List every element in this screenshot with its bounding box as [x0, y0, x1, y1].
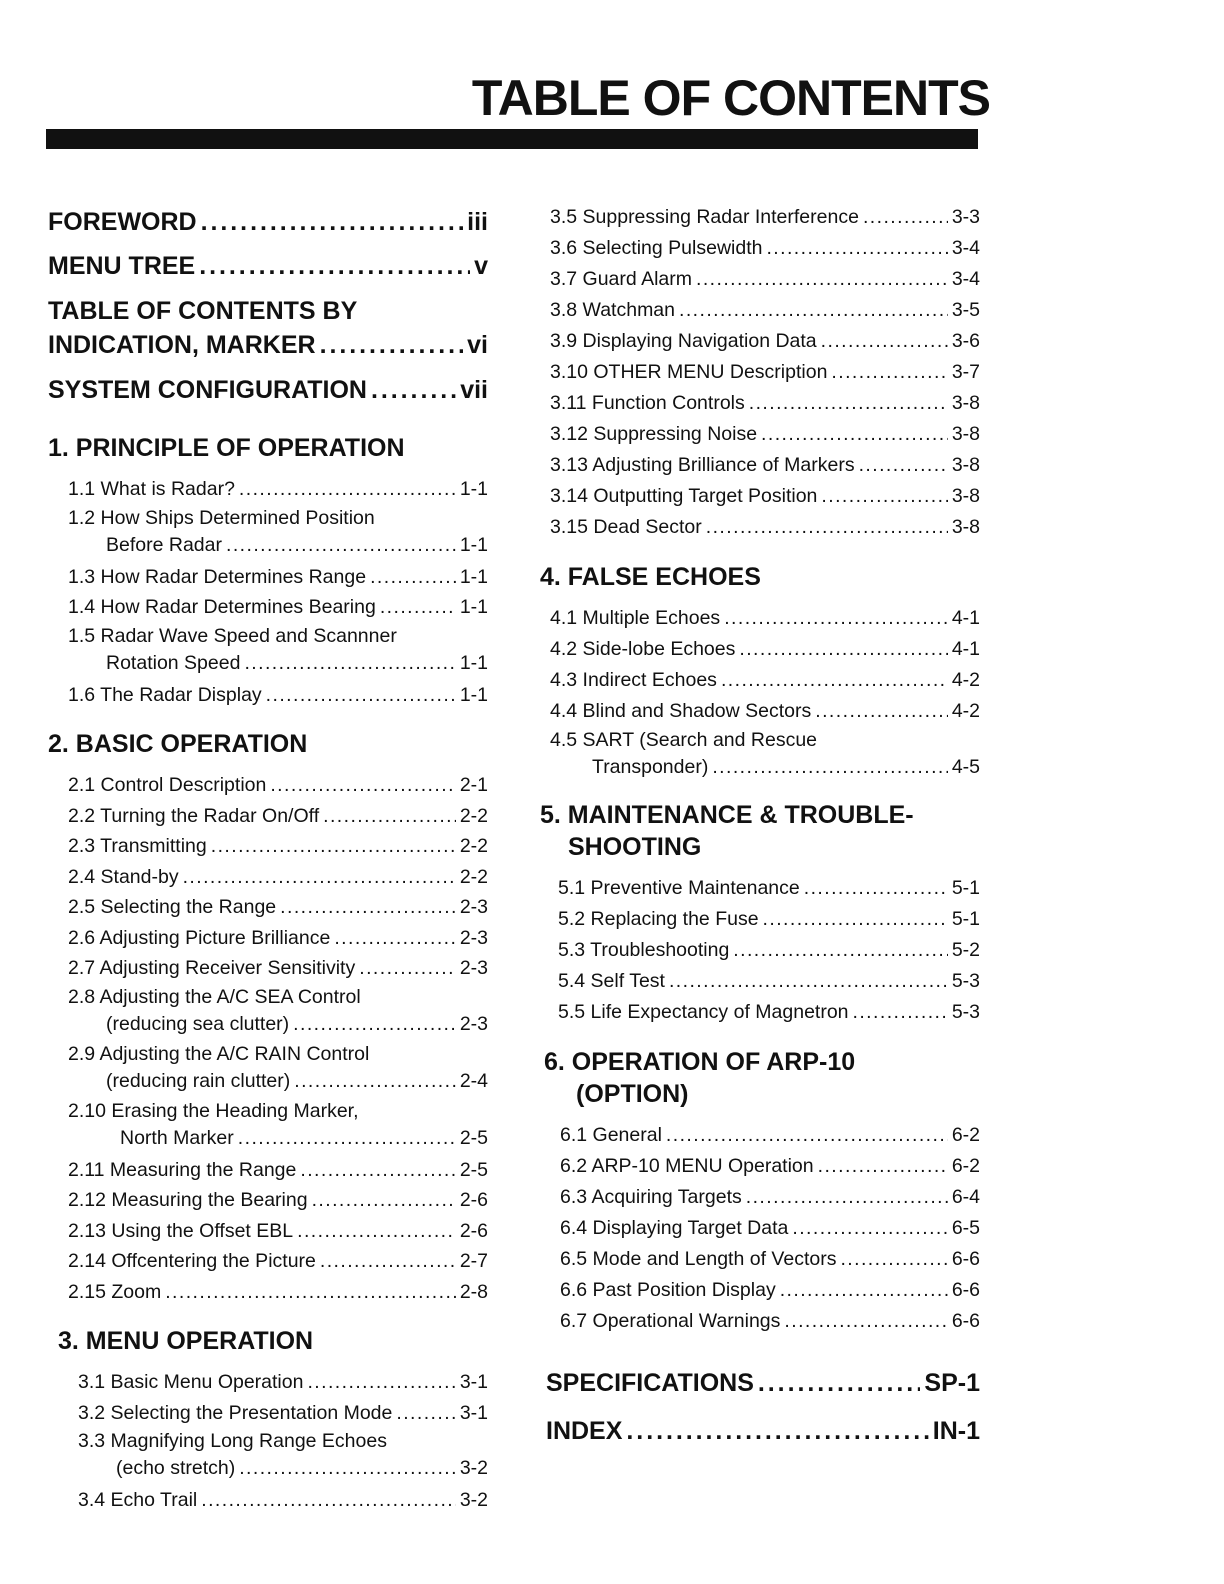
toc-label: 2.14 Offcentering the Picture [68, 1250, 316, 1272]
dot-leader [334, 923, 456, 954]
toc-page: 1-1 [459, 533, 488, 556]
toc-label: 1.1 What is Radar? [68, 478, 235, 500]
toc-label: 6.5 Mode and Length of Vectors [560, 1248, 837, 1270]
toc-page: 5-2 [951, 939, 980, 961]
toc-label: 2.1 Control Description [68, 774, 267, 796]
toc-label: 3.7 Guard Alarm [550, 268, 692, 290]
toc-page: 2-6 [459, 1219, 488, 1242]
toc-entry-4-5[interactable] [540, 727, 980, 781]
toc-page: 2-5 [459, 1126, 488, 1149]
toc-entry-6-1[interactable] [540, 1120, 980, 1151]
toc-entry-2-14[interactable] [48, 1246, 488, 1277]
dot-leader [320, 328, 464, 362]
toc-page: 1-1 [459, 478, 488, 500]
toc-page: 2-2 [459, 865, 488, 888]
toc-label: 5.3 Troubleshooting [558, 939, 730, 961]
toc-entry-2-10[interactable] [48, 1098, 488, 1152]
toc-page: 1-1 [459, 596, 488, 618]
toc-label: 4.1 Multiple Echoes [550, 607, 721, 629]
dot-leader [320, 1246, 456, 1277]
toc-entry-2-13[interactable] [48, 1216, 488, 1247]
toc-label-line1: 2.8 Adjusting the A/C SEA Control [68, 985, 361, 1008]
toc-page: 3-5 [951, 299, 980, 321]
dot-leader [749, 388, 948, 419]
dot-leader [626, 1407, 928, 1455]
toc-page: 5-1 [951, 908, 980, 930]
toc-label: 6.6 Past Position Display [560, 1279, 776, 1301]
toc-page: 2-2 [459, 804, 488, 827]
dot-leader [238, 1125, 456, 1152]
dot-leader [307, 1367, 455, 1398]
dot-leader [323, 801, 456, 832]
toc-page: 2-8 [459, 1280, 488, 1303]
toc-label: 6.2 ARP-10 MENU Operation [560, 1155, 814, 1177]
toc-entry-4-3[interactable] [540, 665, 980, 696]
toc-entry-4-4[interactable] [540, 696, 980, 727]
chapter-6-heading[interactable] [540, 1046, 980, 1110]
dot-leader [370, 562, 456, 593]
toc-entry-3-1[interactable] [48, 1367, 488, 1398]
toc-label: 1.4 How Radar Determines Bearing [68, 596, 376, 618]
dot-leader [804, 873, 948, 904]
toc-label: 3.15 Dead Sector [550, 516, 702, 538]
chapter-heading-line1: 5. MAINTENANCE & TROUBLE- [540, 801, 914, 829]
toc-page: 3-3 [951, 206, 980, 228]
dot-leader [739, 634, 947, 665]
toc-label: SYSTEM CONFIGURATION [48, 376, 367, 404]
toc-entry-2-5[interactable] [48, 892, 488, 923]
toc-label: 4.3 Indirect Echoes [550, 669, 717, 691]
toc-entry-5-5[interactable] [540, 997, 980, 1028]
dot-leader [211, 831, 456, 862]
dot-leader [380, 592, 456, 623]
dot-leader [840, 1244, 947, 1275]
toc-entry-6-7[interactable] [540, 1306, 980, 1337]
toc-entry-1-1[interactable] [48, 474, 488, 505]
toc-page: 3-6 [951, 330, 980, 352]
toc-entry-4-2[interactable] [540, 634, 980, 665]
toc-right-column [540, 200, 980, 1455]
toc-page: 2-3 [459, 1012, 488, 1035]
toc-entry-3-5[interactable] [540, 202, 980, 233]
toc-page: 1-1 [459, 651, 488, 674]
toc-page: 2-3 [459, 896, 488, 918]
toc-entry-6-6[interactable] [540, 1275, 980, 1306]
toc-page: 6-6 [951, 1279, 980, 1301]
dot-leader [792, 1213, 947, 1244]
toc-label-line2: (echo stretch) [116, 1457, 236, 1479]
toc-label: 3.6 Selecting Pulsewidth [550, 237, 763, 259]
toc-page: vi [467, 331, 488, 359]
dot-leader [818, 1151, 948, 1182]
dot-leader [239, 1455, 456, 1482]
toc-entry-4-1[interactable] [540, 603, 980, 634]
dot-leader [821, 326, 948, 357]
toc-entry-2-6[interactable] [48, 923, 488, 954]
dot-leader [199, 244, 470, 288]
toc-label-line1: TABLE OF CONTENTS BY [48, 297, 358, 325]
dot-leader [706, 512, 948, 543]
toc-label: 2.11 Measuring the Range [68, 1158, 297, 1181]
dot-leader [758, 1359, 921, 1407]
toc-page: vii [460, 376, 488, 404]
toc-entry-5-1[interactable] [540, 873, 980, 904]
toc-label: 3.5 Suppressing Radar Interference [550, 206, 859, 228]
dot-leader [280, 892, 456, 923]
toc-label: 5.5 Life Expectancy of Magnetron [558, 1001, 849, 1023]
toc-label: 5.4 Self Test [558, 970, 665, 992]
dot-leader [666, 1120, 948, 1151]
toc-label: 3.9 Displaying Navigation Data [550, 330, 817, 352]
toc-page: 2-6 [459, 1189, 488, 1211]
dot-leader [863, 202, 948, 233]
dot-leader [679, 295, 948, 326]
dot-leader [853, 997, 948, 1028]
toc-page: 4-1 [951, 607, 980, 629]
dot-leader [821, 481, 947, 512]
toc-label: 6.1 General [560, 1124, 662, 1146]
toc-page: 4-2 [951, 669, 980, 691]
toc-page: 6-4 [951, 1186, 980, 1208]
toc-label: INDEX [546, 1417, 623, 1445]
dot-leader [297, 1216, 456, 1247]
dot-leader [201, 1485, 456, 1516]
toc-page: 4-2 [951, 700, 980, 722]
dot-leader [784, 1306, 947, 1337]
toc-page: 3-1 [459, 1401, 488, 1424]
toc-label: 5.2 Replacing the Fuse [558, 908, 759, 930]
toc-label: 5.1 Preventive Maintenance [558, 877, 800, 899]
toc-entry-1-2[interactable] [48, 505, 488, 559]
toc-page: 2-5 [459, 1158, 488, 1181]
toc-label: FOREWORD [48, 208, 197, 236]
dot-leader [165, 1277, 456, 1308]
toc-entry-5-2[interactable] [540, 904, 980, 935]
toc-label-line2: North Marker [120, 1126, 234, 1149]
toc-label: SPECIFICATIONS [546, 1369, 754, 1397]
toc-entry-2-8[interactable] [48, 984, 488, 1038]
toc-page: 3-4 [951, 268, 980, 290]
dot-leader [763, 904, 948, 935]
dot-leader [780, 1275, 948, 1306]
toc-page: iii [467, 208, 488, 236]
toc-label: 3.14 Outputting Target Position [550, 485, 818, 507]
chapter-heading-line2: SHOOTING [568, 833, 702, 861]
toc-page: IN-1 [932, 1417, 980, 1445]
toc-page: 3-8 [951, 516, 980, 538]
dot-leader [761, 419, 948, 450]
dot-leader [239, 474, 456, 505]
toc-entry-2-9[interactable] [48, 1041, 488, 1095]
toc-entry-5-3[interactable] [540, 935, 980, 966]
toc-entry-6-3[interactable] [540, 1182, 980, 1213]
toc-entry-3-3[interactable] [48, 1428, 488, 1482]
toc-entry-3-15[interactable] [540, 512, 980, 543]
toc-page: 2-2 [459, 835, 488, 857]
toc-page: 3-8 [951, 454, 980, 476]
toc-page: v [474, 252, 488, 280]
dot-leader [294, 1068, 456, 1095]
toc-entry-1-3[interactable] [48, 562, 488, 593]
dot-leader [815, 696, 948, 727]
dot-leader [293, 1011, 456, 1038]
dot-leader [312, 1185, 456, 1216]
toc-page: 6-6 [951, 1310, 980, 1332]
toc-page: 2-3 [459, 957, 488, 979]
toc-label-line2: Before Radar [106, 533, 222, 556]
toc-page: 6-5 [951, 1217, 980, 1239]
toc-label: 6.4 Displaying Target Data [560, 1217, 789, 1239]
toc-label: MENU TREE [48, 252, 196, 280]
toc-label: 3.1 Basic Menu Operation [78, 1371, 304, 1393]
toc-entry-1-4[interactable] [48, 592, 488, 623]
toc-entry-2-7[interactable] [48, 953, 488, 984]
toc-label: 6.7 Operational Warnings [560, 1310, 781, 1332]
toc-page: 3-8 [951, 485, 980, 507]
toc-page: 6-2 [951, 1155, 980, 1177]
chapter-4-heading[interactable]: 4. FALSE ECHOES [540, 563, 761, 591]
toc-label: 3.12 Suppressing Noise [550, 423, 758, 445]
dot-leader [244, 650, 455, 677]
toc-page: 3-1 [459, 1371, 488, 1393]
toc-label: 4.4 Blind and Shadow Sectors [550, 700, 812, 722]
toc-label: 2.4 Stand-by [68, 865, 179, 888]
toc-page: 2-4 [459, 1069, 488, 1092]
toc-entry-1-6[interactable] [48, 680, 488, 711]
toc-page: 6-6 [951, 1248, 980, 1270]
toc-page: 5-3 [951, 1001, 980, 1023]
toc-label: 3.11 Function Controls [550, 392, 745, 414]
toc-page: 3-8 [951, 392, 980, 414]
toc-page: 1-1 [459, 565, 488, 588]
toc-entry-3-12[interactable] [540, 419, 980, 450]
dot-leader [270, 770, 455, 801]
toc-label-line1: 1.2 How Ships Determined Position [68, 506, 375, 529]
toc-entry-3-8[interactable] [540, 295, 980, 326]
toc-entry-6-5[interactable] [540, 1244, 980, 1275]
dot-leader [300, 1155, 455, 1186]
toc-entry-2-15[interactable] [48, 1277, 488, 1308]
chapter-1-heading[interactable]: 1. PRINCIPLE OF OPERATION [48, 434, 405, 462]
toc-label-line2: Transponder) [592, 756, 709, 778]
dot-leader [226, 532, 456, 559]
toc-entry-3-7[interactable] [540, 264, 980, 295]
toc-label: 2.12 Measuring the Bearing [68, 1189, 308, 1211]
dot-leader [712, 754, 947, 781]
toc-entry-2-2[interactable] [48, 801, 488, 832]
toc-page: 6-2 [951, 1124, 980, 1146]
toc-label: 3.10 OTHER MENU Description [550, 361, 828, 383]
toc-page: 3-8 [951, 423, 980, 445]
toc-label: 3.2 Selecting the Presentation Mode [78, 1401, 393, 1424]
toc-label: 1.3 How Radar Determines Range [68, 565, 367, 588]
toc-page: 1-1 [459, 683, 488, 706]
toc-entry-3-9[interactable] [540, 326, 980, 357]
dot-leader [724, 603, 948, 634]
toc-entry-system-configuration[interactable] [48, 368, 488, 412]
toc-label: 4.2 Side-lobe Echoes [550, 638, 736, 660]
toc-page: 3-4 [951, 237, 980, 259]
toc-label: 2.2 Turning the Radar On/Off [68, 804, 320, 827]
dot-leader [733, 935, 948, 966]
toc-label: 2.7 Adjusting Receiver Sensitivity [68, 957, 356, 979]
dot-leader [371, 368, 456, 412]
toc-page: 4-5 [951, 756, 980, 778]
toc-entry-2-3[interactable] [48, 831, 488, 862]
dot-leader [396, 1398, 455, 1429]
toc-entry-3-14[interactable] [540, 481, 980, 512]
chapter-5-heading[interactable] [540, 799, 980, 863]
dot-leader [859, 450, 948, 481]
toc-page: 2-1 [459, 774, 488, 796]
toc-label-line1: 1.5 Radar Wave Speed and Scannner [68, 624, 397, 647]
toc-entry-2-4[interactable] [48, 862, 488, 893]
toc-label: 2.13 Using the Offset EBL [68, 1219, 294, 1242]
toc-entry-3-11[interactable] [540, 388, 980, 419]
page-title: TABLE OF CONTENTS [471, 70, 990, 126]
toc-label-line2: (reducing rain clutter) [106, 1069, 291, 1092]
toc-label-line1: 3.3 Magnifying Long Range Echoes [78, 1430, 387, 1452]
toc-entry-specifications[interactable] [540, 1359, 980, 1407]
toc-page: 5-3 [951, 970, 980, 992]
toc-entry-3-10[interactable] [540, 357, 980, 388]
dot-leader [669, 966, 948, 997]
dot-leader [201, 200, 464, 244]
toc-left-column [48, 200, 488, 1516]
chapter-heading-line1: 6. OPERATION OF ARP-10 [544, 1048, 856, 1076]
toc-label-line2: INDICATION, MARKER [48, 331, 316, 359]
dot-leader [721, 665, 948, 696]
toc-entry-3-6[interactable] [540, 233, 980, 264]
toc-entry-5-4[interactable] [540, 966, 980, 997]
toc-page: 3-7 [951, 361, 980, 383]
dot-leader [696, 264, 948, 295]
toc-page: 5-1 [951, 877, 980, 899]
dot-leader [359, 953, 456, 984]
dot-leader [831, 357, 947, 388]
toc-entry-2-12[interactable] [48, 1185, 488, 1216]
chapter-3-heading[interactable]: 3. MENU OPERATION [58, 1327, 314, 1355]
toc-page: 2-3 [459, 926, 488, 949]
toc-entry-foreword[interactable] [48, 200, 488, 244]
toc-label-line1: 2.10 Erasing the Heading Marker, [68, 1099, 359, 1122]
dot-leader [266, 680, 456, 711]
chapter-2-heading[interactable]: 2. BASIC OPERATION [48, 730, 308, 758]
dot-leader [766, 233, 947, 264]
toc-label-line2: (reducing sea clutter) [106, 1012, 290, 1035]
toc-entry-6-4[interactable] [540, 1213, 980, 1244]
toc-label: 2.6 Adjusting Picture Brilliance [68, 926, 331, 949]
toc-label: 1.6 The Radar Display [68, 683, 262, 706]
dot-leader [746, 1182, 948, 1213]
toc-label-line1: 2.9 Adjusting the A/C RAIN Control [68, 1042, 370, 1065]
toc-label: 3.13 Adjusting Brilliance of Markers [550, 454, 855, 476]
title-rule [46, 129, 978, 149]
toc-entry-toc-by-indication[interactable] [48, 294, 488, 362]
chapter-heading-line2: (OPTION) [576, 1080, 689, 1108]
toc-entry-2-11[interactable] [48, 1155, 488, 1186]
toc-entry-6-2[interactable] [540, 1151, 980, 1182]
toc-entry-index[interactable] [540, 1407, 980, 1455]
toc-page: 3-2 [459, 1457, 488, 1479]
toc-page: 3-2 [459, 1489, 488, 1511]
toc-label: 3.8 Watchman [550, 299, 675, 321]
toc-entry-2-1[interactable] [48, 770, 488, 801]
toc-entry-menu-tree[interactable] [48, 244, 488, 288]
toc-entry-3-4[interactable] [48, 1485, 488, 1516]
toc-label: 2.5 Selecting the Range [68, 896, 277, 918]
toc-page: 4-1 [951, 638, 980, 660]
toc-entry-3-2[interactable] [48, 1398, 488, 1429]
toc-page: 2-7 [459, 1250, 488, 1272]
toc-label-line1: 4.5 SART (Search and Rescue [550, 729, 818, 751]
toc-entry-1-5[interactable] [48, 623, 488, 677]
toc-label: 6.3 Acquiring Targets [560, 1186, 742, 1208]
dot-leader [183, 862, 456, 893]
toc-label: 2.3 Transmitting [68, 835, 207, 857]
toc-entry-3-13[interactable] [540, 450, 980, 481]
toc-label: 3.4 Echo Trail [78, 1489, 198, 1511]
toc-label-line2: Rotation Speed [106, 651, 241, 674]
toc-page: SP-1 [924, 1369, 980, 1397]
toc-label: 2.15 Zoom [68, 1280, 162, 1303]
